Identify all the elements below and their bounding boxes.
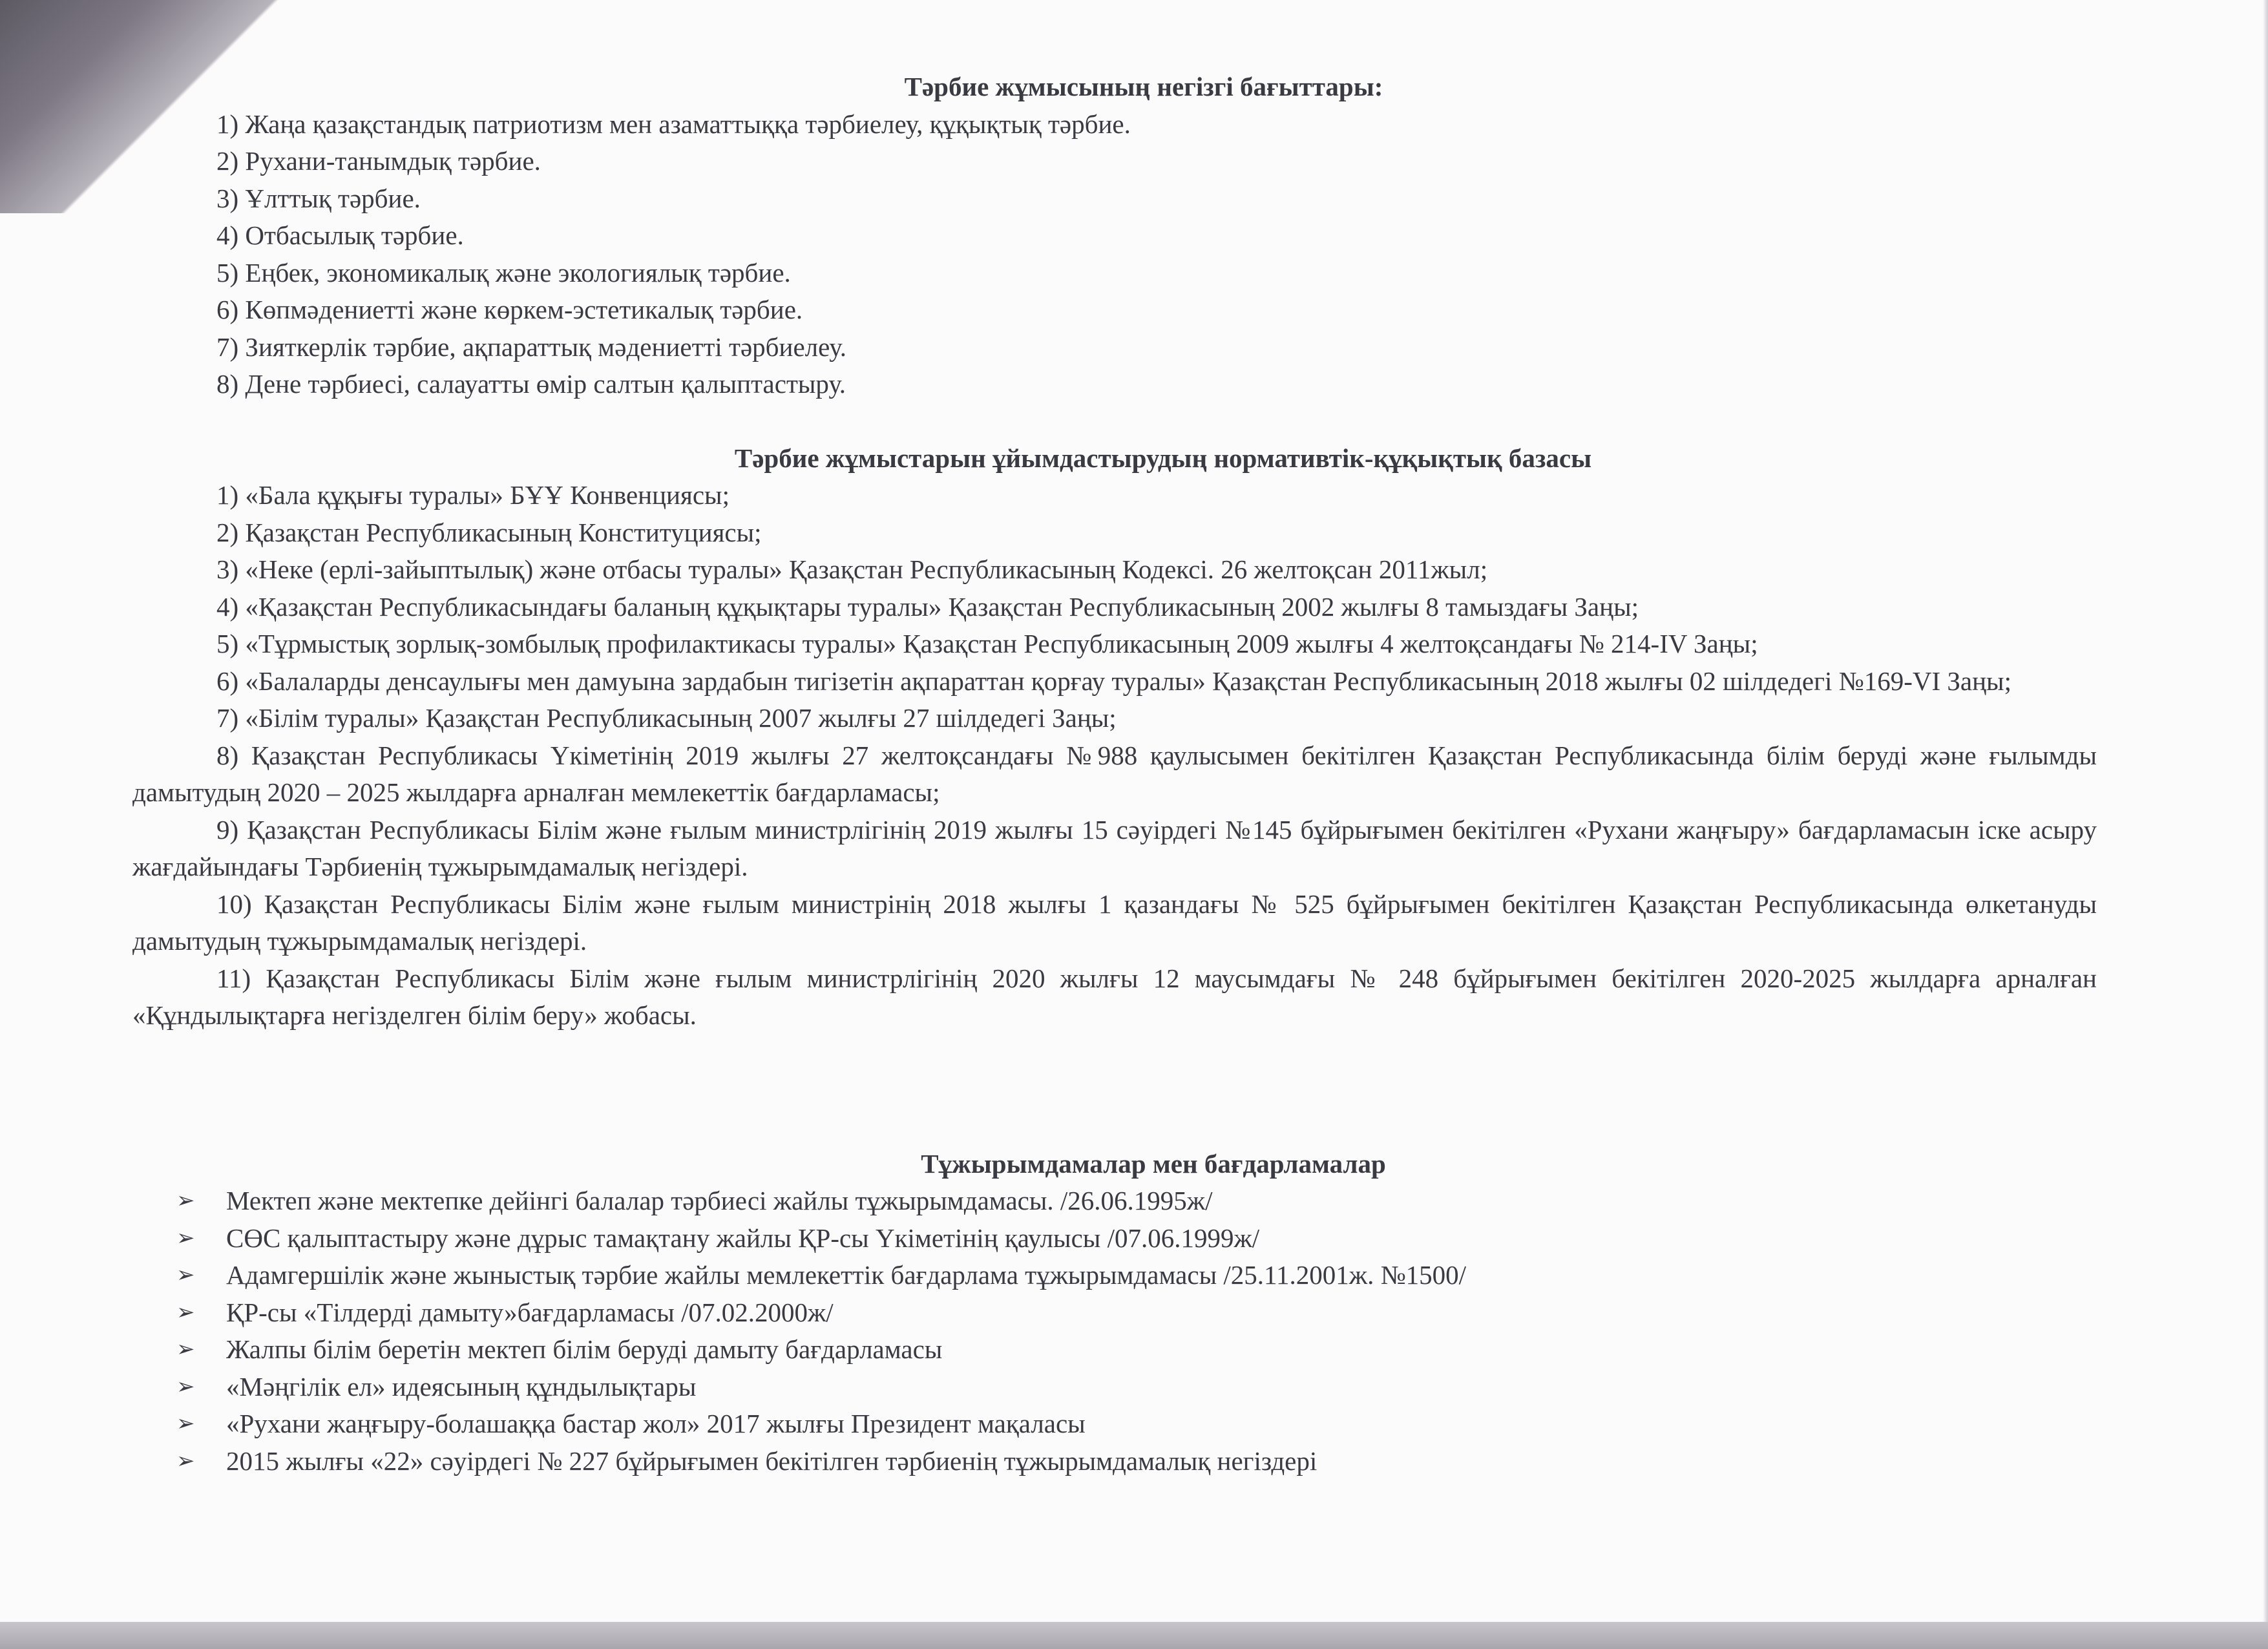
normative-item: 10) Қазақстан Республикасы Білім және ғылым министрінің 2018 жылғы 1 қазандағы № 525 бұйрығымен бекітілген Қазақстан Республикасында өлкетануды дамытудың тұжырымдамалық негіздері. bbox=[132, 888, 2097, 956]
normative-title: Тәрбие жұмыстарын ұйымдастырудың нормативтік-құқықтық базасы bbox=[734, 443, 1592, 473]
document-page bbox=[132, 68, 2097, 1480]
concepts-item bbox=[132, 1369, 2097, 1406]
concepts-item bbox=[132, 1405, 2097, 1443]
concepts-item-text: Мектеп және мектепке дейінгі балалар тәрбиесі жайлы тұжырымдамасы. /26.06.1995ж/ bbox=[226, 1186, 1213, 1215]
concepts-item bbox=[132, 1220, 2097, 1257]
arrowhead-bullet-icon: ➢ bbox=[176, 1336, 195, 1362]
directions-section bbox=[132, 68, 2097, 403]
normative-item: 2) Қазақстан Республикасының Конституциясы; bbox=[216, 517, 762, 547]
concepts-item-text: ҚР-сы «Тілдерді дамыту»бағдарламасы /07.02.2000ж/ bbox=[226, 1297, 834, 1327]
concepts-item bbox=[132, 1331, 2097, 1369]
normative-item: 4) «Қазақстан Республикасындағы баланың құқықтары туралы» Қазақстан Республикасының 2002 жылғы 8 тамыздағы Заңы; bbox=[216, 591, 1639, 622]
concepts-item-text: 2015 жылғы «22» сәуірдегі № 227 бұйрығымен бекітілген тәрбиенің тұжырымдамалық негіздері bbox=[226, 1445, 1318, 1476]
arrowhead-bullet-icon: ➢ bbox=[176, 1411, 195, 1436]
arrowhead-bullet-icon: ➢ bbox=[176, 1262, 195, 1288]
normative-item: 6) «Балаларды денсаулығы мен дамуына зардабын тигізетін ақпараттан қорғау туралы» Қазақстан Республикасының 2018 жылғы 02 шілдедегі №169-VI Заңы; bbox=[216, 666, 2011, 696]
concepts-title: Тұжырымдамалар мен бағдарламалар bbox=[921, 1148, 1386, 1179]
scan-bottom-band bbox=[0, 1622, 2268, 1649]
concepts-item bbox=[132, 1182, 2097, 1220]
normative-list bbox=[132, 477, 2097, 1035]
normative-item: 11) Қазақстан Республикасы Білім және ғылым министрлігінің 2020 жылғы 12 маусымдағы № 248 бұйрығымен бекітілген 2020-2025 жылдарға арналған «Құндылықтарға негізделген білім беру» жобасы. bbox=[132, 963, 2097, 1030]
directions-item: 6) Көпмәдениетті және көркем-эстетикалық тәрбие. bbox=[216, 295, 803, 324]
normative-item: 5) «Тұрмыстық зорлық-зомбылық профилактикасы туралы» Қазақстан Республикасының 2009 жылғы 4 желтоқсандағы № 214-IV Заңы; bbox=[216, 629, 1758, 658]
normative-item: 1) «Бала құқығы туралы» БҰҰ Конвенциясы; bbox=[216, 480, 730, 510]
normative-item: 8) Қазақстан Республикасы Үкіметінің 2019 жылғы 27 желтоқсандағы №988 қаулысымен бекітілген Қазақстан Республикасында білім беруді және ғылымды дамытудың 2020 – 2025 жылдарға арналған мемлекеттік бағдарламасы; bbox=[132, 740, 2097, 807]
directions-item: 4) Отбасылық тәрбие. bbox=[216, 220, 464, 250]
arrowhead-bullet-icon: ➢ bbox=[176, 1373, 195, 1400]
arrowhead-bullet-icon: ➢ bbox=[176, 1447, 195, 1474]
concepts-item-text: Жалпы білім беретін мектеп білім беруді дамыту бағдарламасы bbox=[226, 1334, 943, 1364]
directions-item: 3) Ұлттық тәрбие. bbox=[216, 183, 421, 213]
concepts-item bbox=[132, 1443, 2097, 1480]
arrowhead-bullet-icon: ➢ bbox=[176, 1224, 195, 1251]
directions-list bbox=[132, 106, 2097, 403]
concepts-section bbox=[132, 1146, 2097, 1480]
normative-item: 7) «Білім туралы» Қазақстан Республикасының 2007 жылғы 27 шілдедегі Заңы; bbox=[216, 703, 1117, 733]
scan-right-edge bbox=[2263, 0, 2268, 1649]
directions-item: 5) Еңбек, экономикалық және экологиялық тәрбие. bbox=[216, 257, 791, 288]
concepts-list bbox=[132, 1182, 2097, 1480]
normative-section bbox=[132, 440, 2097, 1035]
concepts-item bbox=[132, 1257, 2097, 1294]
concepts-item-text: «Мәңгілік ел» идеясының құндылықтары bbox=[226, 1371, 697, 1402]
directions-item: 7) Зияткерлік тәрбие, ақпараттық мәдениетті тәрбиелеу. bbox=[216, 331, 846, 362]
concepts-item-text: СӨС қалыптастыру және дұрыс тамақтану жайлы ҚР-сы Үкіметінің қаулысы /07.06.1999ж/ bbox=[226, 1223, 1260, 1253]
concepts-item-text: «Рухани жаңғыру-болашаққа бастар жол» 2017 жылғы Президент мақаласы bbox=[226, 1409, 1086, 1438]
directions-title: Тәрбие жұмысының негізгі бағыттары: bbox=[904, 72, 1383, 101]
arrowhead-bullet-icon: ➢ bbox=[176, 1188, 195, 1213]
concepts-item bbox=[132, 1294, 2097, 1332]
normative-item: 9) Қазақстан Республикасы Білім және ғылым министрлігінің 2019 жылғы 15 сәуірдегі №145 бұйрығымен бекітілген «Рухани жаңғыру» бағдарламасын іске асыру жағдайындағы Тәрбиенің тұжырымдамалық негіздері. bbox=[132, 814, 2097, 881]
normative-item: 3) «Неке (ерлі-зайыптылық) және отбасы туралы» Қазақстан Республикасының Кодексі. 26 желтоқсан 2011жыл; bbox=[216, 554, 1488, 584]
directions-item: 2) Рухани-танымдық тәрбие. bbox=[216, 146, 541, 176]
concepts-item-text: Адамгершілік және жыныстық тәрбие жайлы мемлекеттік бағдарлама тұжырымдамасы /25.11.2001ж. №1500/ bbox=[226, 1260, 1467, 1290]
arrowhead-bullet-icon: ➢ bbox=[176, 1299, 195, 1325]
directions-item: 8) Дене тәрбиесі, салауатты өмір салтын қалыптастыру. bbox=[216, 369, 846, 399]
directions-item: 1) Жаңа қазақстандық патриотизм мен азаматтыққа тәрбиелеу, құқықтық тәрбие. bbox=[216, 109, 1131, 139]
